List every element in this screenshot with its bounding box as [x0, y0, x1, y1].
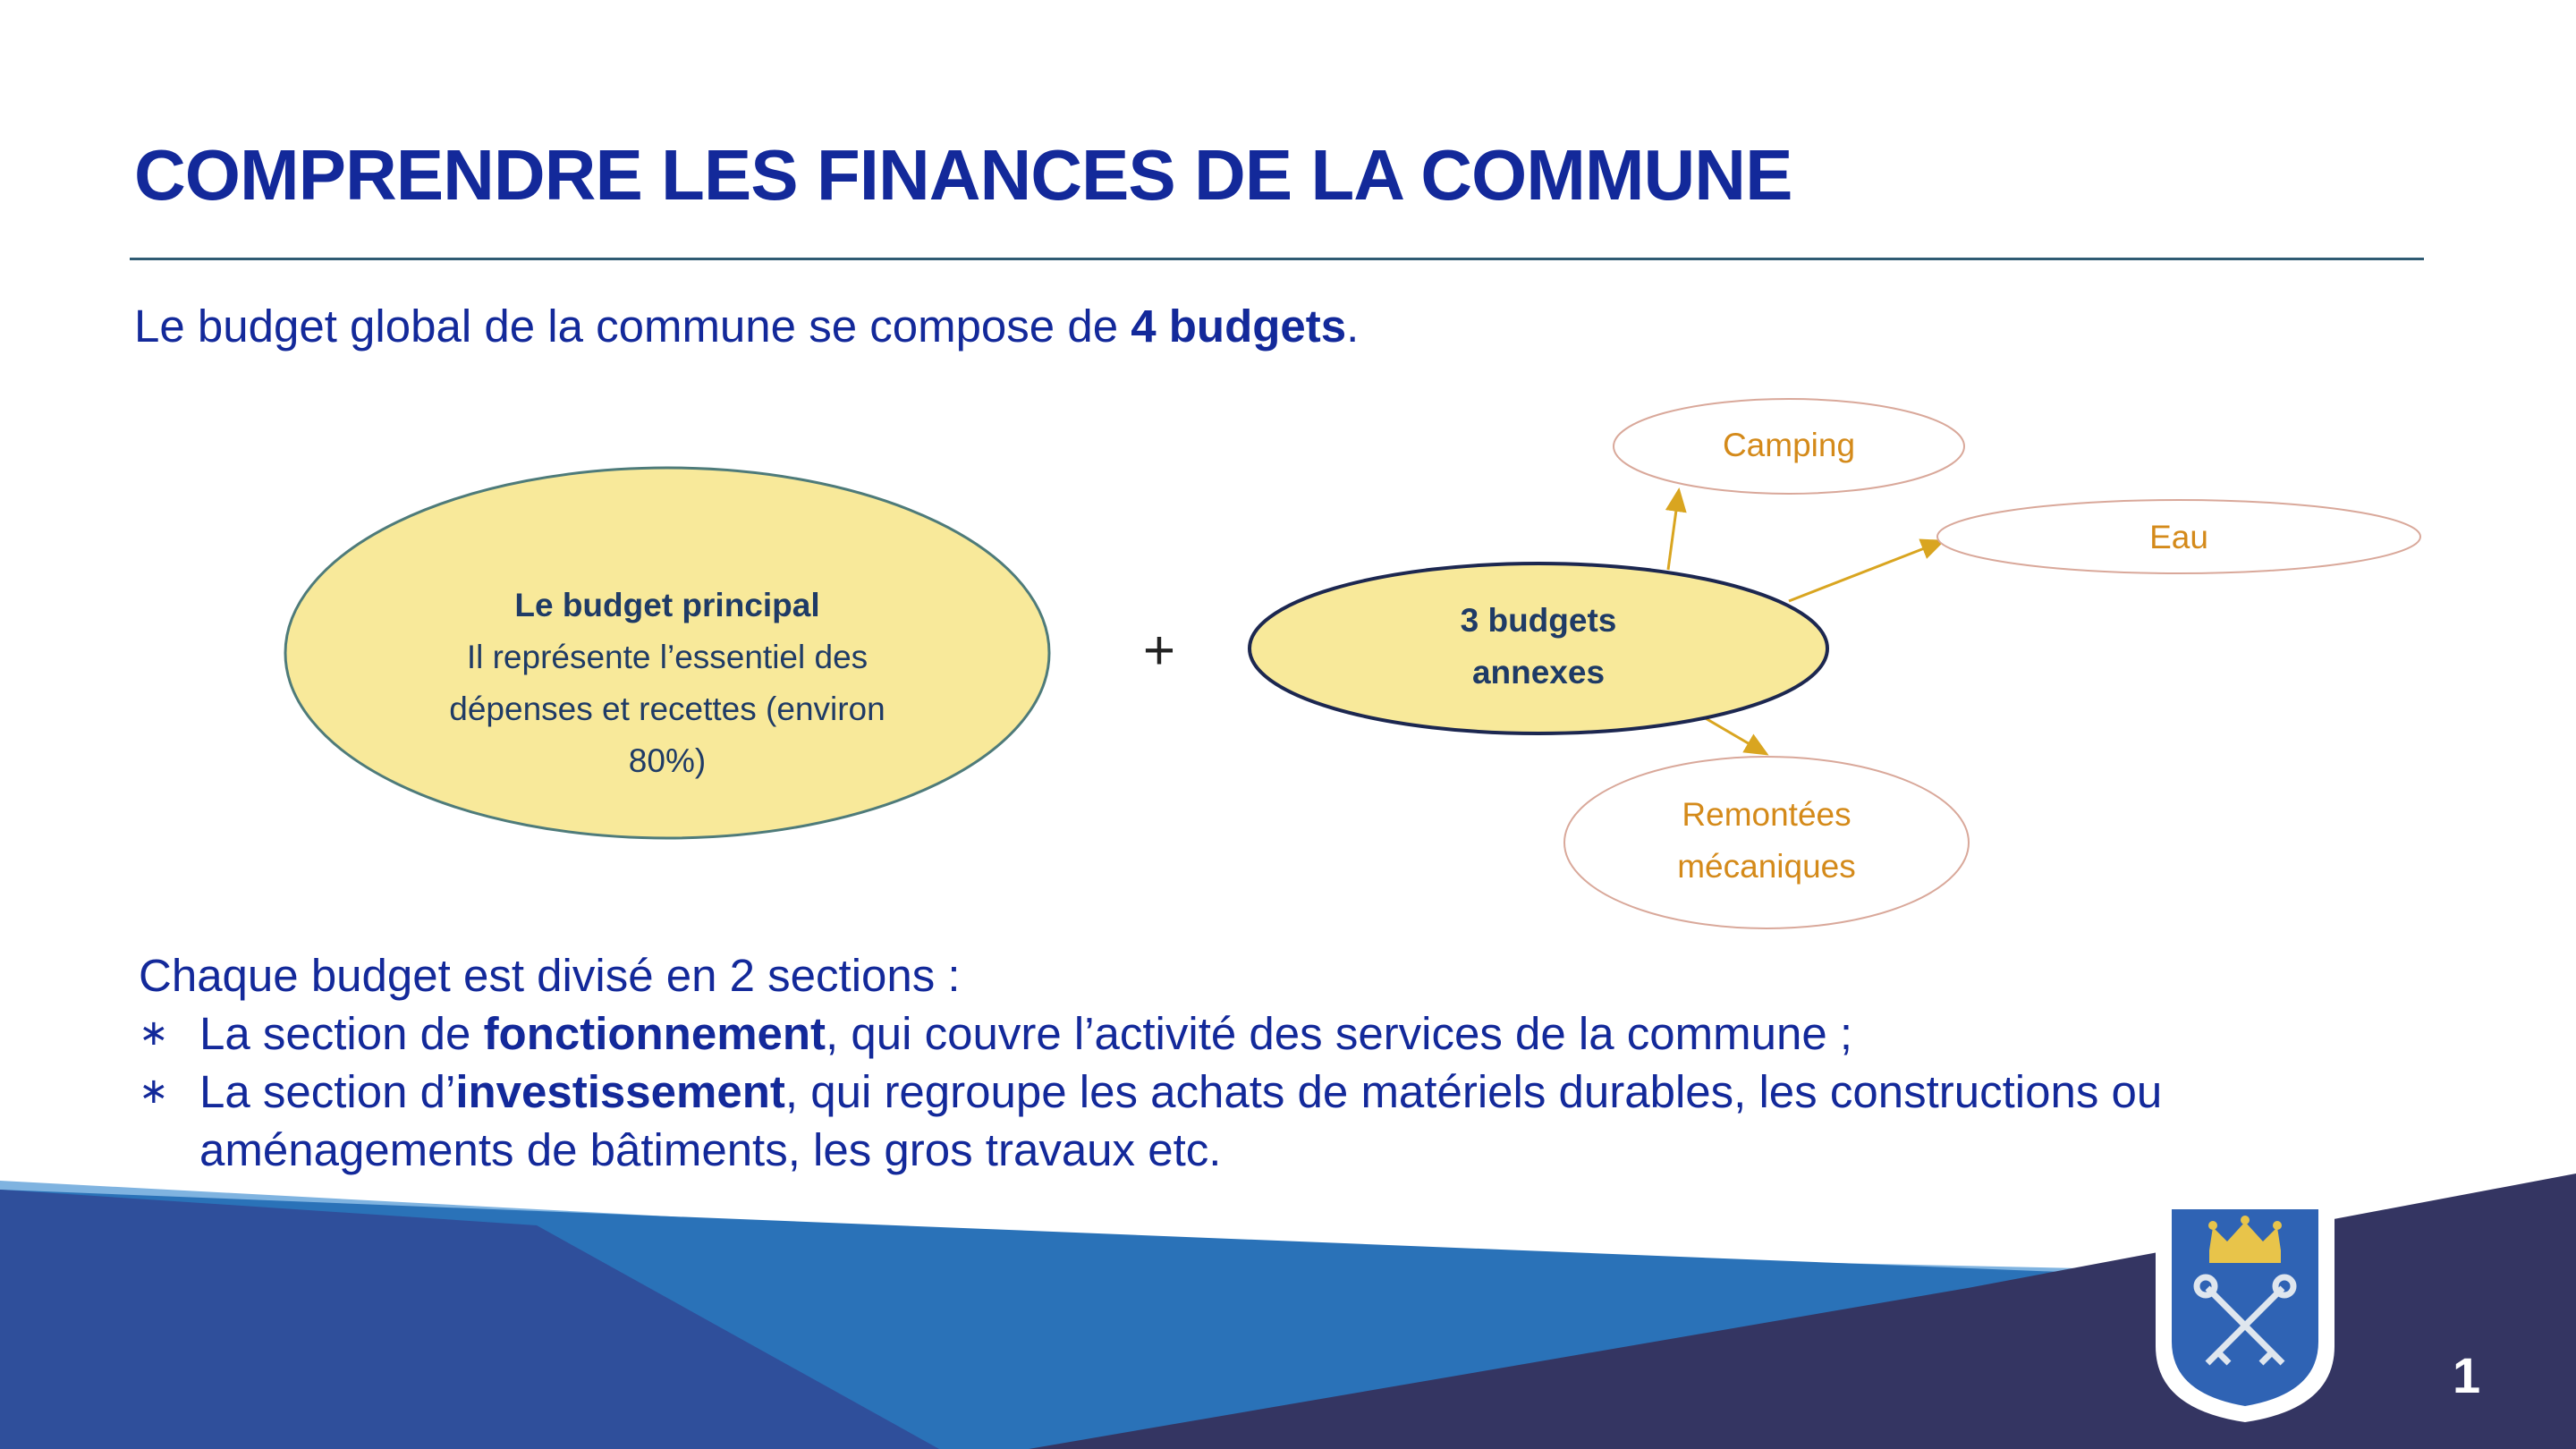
bullet-text: , qui couvre l’activité des services de la commune ;: [826, 1008, 1853, 1059]
eau-label: Eau: [2149, 519, 2208, 555]
annex-budgets-line: annexes: [1471, 654, 1606, 691]
bullet-bold: fonctionnement: [483, 1008, 826, 1059]
bullet-icon: ∗: [139, 1071, 169, 1112]
main-budget-line: 80%): [628, 742, 707, 779]
main-budget-line: dépenses et recettes (environ: [449, 691, 886, 727]
remontees-line: mécaniques: [1677, 848, 1856, 885]
main-budget-line: Il représente l’essentiel des: [466, 639, 869, 675]
camping-label: Camping: [1722, 427, 1856, 463]
remontees-line: Remontées: [1682, 796, 1852, 833]
bullet-bold: investissement: [455, 1066, 785, 1117]
intro-bold: 4 budgets: [1131, 301, 1347, 352]
bullet-text: La section d’: [199, 1066, 456, 1117]
intro-before: Le budget global de la commune se compose de: [134, 301, 1131, 352]
bullet-icon: ∗: [139, 1013, 169, 1054]
page-number: 1: [2453, 1347, 2481, 1403]
main-budget-title: Le budget principal: [514, 587, 820, 623]
sections-heading: Chaque budget est divisé en 2 sections :: [139, 950, 961, 1001]
annex-budgets-line: 3 budgets: [1460, 602, 1617, 639]
bullet-text: , qui regroupe les achats de matériels durables, les constructions ou aménagements de bâtiments, les gros travaux etc.: [199, 1066, 2163, 1175]
intro-after: .: [1346, 301, 1360, 352]
bullet-text: La section de: [199, 1008, 484, 1059]
coat-of-arms-logo: [2156, 1197, 2334, 1422]
plus-sign: +: [1142, 620, 1176, 682]
slide-title: COMPRENDRE LES FINANCES DE LA COMMUNE: [134, 135, 1792, 215]
